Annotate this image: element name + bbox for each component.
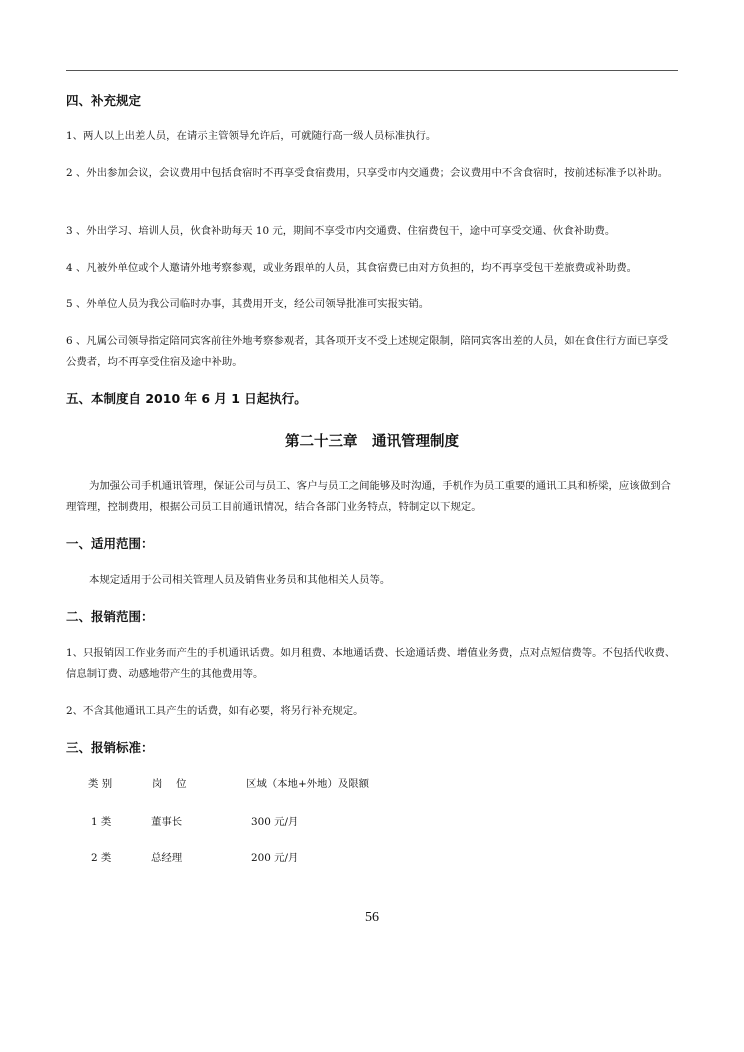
section-4-item-6: 6 、凡属公司领导指定陪同宾客前往外地考察参观者，其各项开支不受上述规定限制，陪同宾客出差的人员，如在食住行方面已享受公费者，均不再享受住宿及途中补助。	[66, 335, 669, 368]
section-4-item-1: 1、两人以上出差人员，在请示主管领导允许后，可就随行高一级人员标准执行。	[66, 130, 437, 142]
standard-heading: 三、报销标准：	[66, 740, 154, 755]
reimburse-scope-item-2: 2、不含其他通讯工具产生的话费，如有必要，将另行补充规定。	[66, 705, 364, 717]
section-5-heading: 五、本制度自 2010 年 6 月 1 日起执行。	[66, 391, 307, 406]
row-2-position: 总经理	[151, 852, 183, 864]
intro-paragraph: 为加强公司手机通讯管理，保证公司与员工、客户与员工之间能够及时沟通，手机作为员工重要的通讯工具和桥梁，应该做到合理管理，控制费用，根据公司员工目前通讯情况，结合各部门业务特点，特制定以下规定。	[66, 480, 671, 513]
page-number: 56	[365, 910, 379, 925]
row-1-limit: 300 元/月	[251, 816, 299, 828]
col-header-category: 类 别	[88, 778, 113, 790]
row-1-position: 董事长	[151, 816, 183, 828]
row-2-limit: 200 元/月	[251, 852, 299, 864]
section-4-item-3: 3 、外出学习、培训人员，伙食补助每天 10 元，期间不享受市内交通费、住宿费包干，途中可享受交通、伙食补助费。	[66, 225, 616, 237]
row-2-category: 2 类	[91, 852, 112, 864]
section-4-item-2: 2 、外出参加会议，会议费用中包括食宿时不再享受食宿费用，只享受市内交通费；会议费用中不含食宿时，按前述标准予以补助。	[66, 167, 669, 179]
row-1-category: 1 类	[91, 816, 112, 828]
reimburse-scope-item-1: 1、只报销因工作业务而产生的手机通讯话费。如月租费、本地通话费、长途通话费、增值业务费，点对点短信费等。不包括代收费、信息制订费、动感地带产生的其他费用等。	[66, 647, 676, 680]
col-header-position: 岗 位	[152, 778, 187, 790]
col-header-limit: 区域（本地+外地）及限额	[246, 778, 370, 790]
scope-heading: 一、适用范围：	[66, 536, 154, 551]
scope-text: 本规定适用于公司相关管理人员及销售业务员和其他相关人员等。	[89, 574, 391, 586]
reimburse-scope-heading: 二、报销范围：	[66, 609, 154, 624]
section-4-item-4: 4 、凡被外单位或个人邀请外地考察参观，或业务跟单的人员，其食宿费已由对方负担的，均不再享受包干差旅费或补助费。	[66, 262, 638, 274]
chapter-title: 第二十三章 通讯管理制度	[285, 434, 459, 450]
section-4-heading: 四、补充规定	[66, 93, 142, 108]
header-rule	[66, 70, 678, 71]
section-4-item-5: 5 、外单位人员为我公司临时办事，其费用开支，经公司领导批准可实报实销。	[66, 298, 430, 310]
